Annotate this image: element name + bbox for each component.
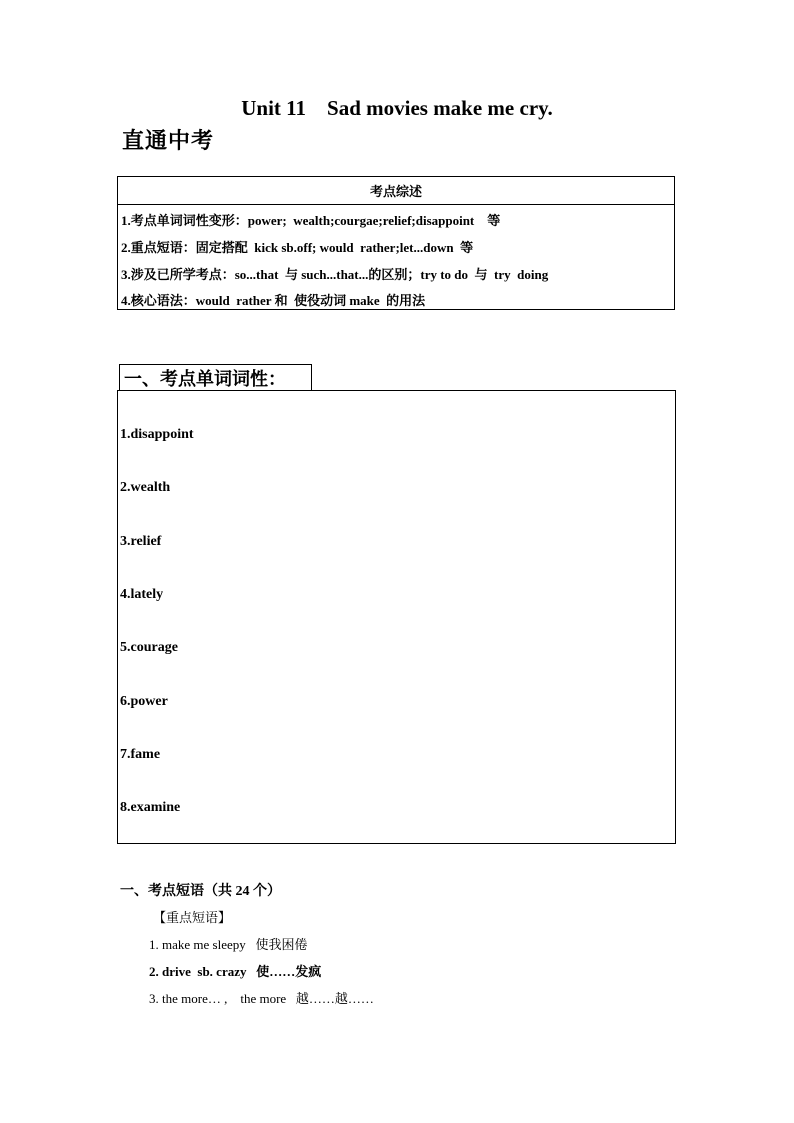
vocab-box [117,390,676,844]
phrase-item: 1. make me sleepy 使我困倦 [149,937,308,952]
phrases-heading: 一、考点短语（共 24 个） [120,884,281,899]
summary-line: 3.涉及已所学考点：so...that 与 such...that...的区别；try to do 与 try doing [121,267,549,282]
summary-table [117,176,675,310]
phrase-item: 3. the more… , the more 越……越…… [149,991,374,1006]
vocab-item: 8.examine [120,800,181,815]
vocab-item: 5.courage [120,640,178,655]
document-title: Unit 11 Sad movies make me cry. [241,96,553,120]
vocab-item: 3.relief [120,534,162,549]
vocab-item: 7.fame [120,747,161,762]
summary-line: 4.核心语法：would rather 和 使役动词 make 的用法 [121,293,426,308]
vocab-section-label: 一、考点单词词性： [119,364,312,390]
vocab-item: 4.lately [120,587,164,602]
summary-line: 1.考点单词词性变形：power; wealth;courgae;relief;disappoint 等 [121,213,501,228]
summary-header: 考点综述 [118,177,674,205]
phrase-item: 2. drive sb. crazy 使……发疯 [149,964,322,979]
vocab-item: 1.disappoint [120,427,194,442]
vocab-item: 6.power [120,694,168,709]
document-subtitle: 直通中考 [122,128,215,153]
vocab-item: 2.wealth [120,480,171,495]
summary-line: 2.重点短语：固定搭配 kick sb.off; would rather;let...down 等 [121,240,474,255]
phrases-subheading: 【重点短语】 [153,910,232,925]
